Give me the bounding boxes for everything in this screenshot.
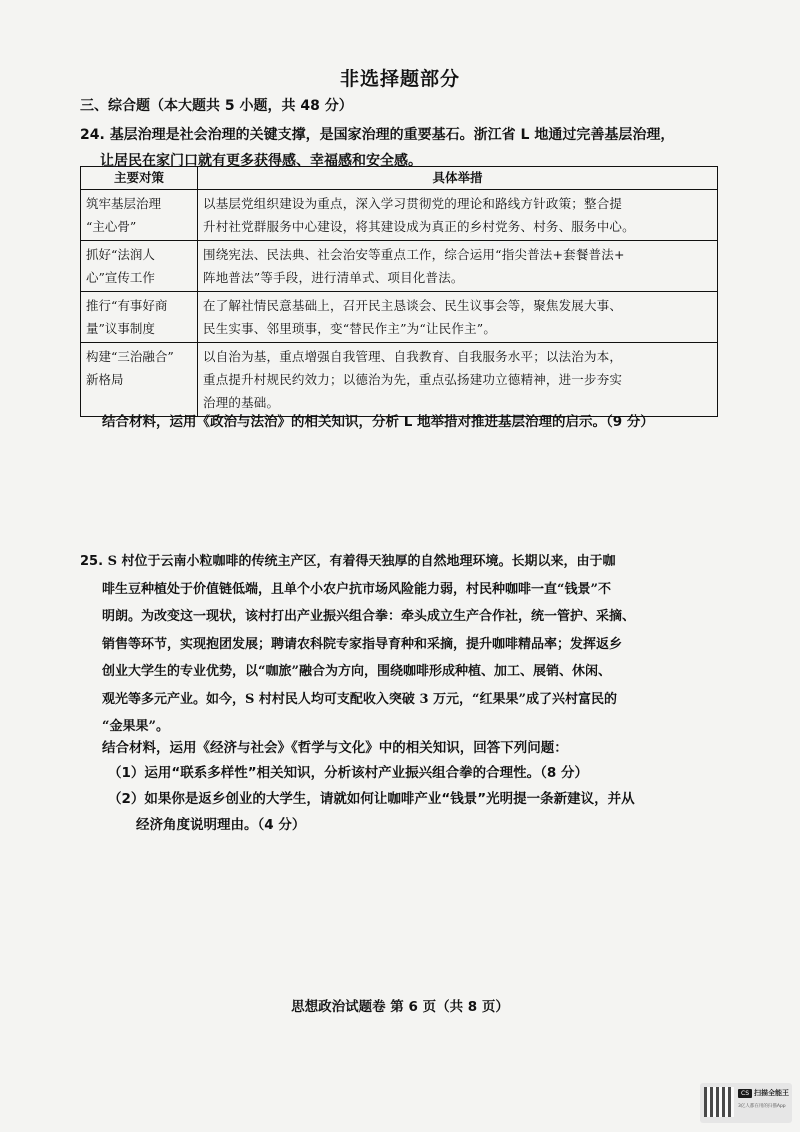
policy-cell — [81, 190, 198, 241]
policy-text: “主心骨” — [86, 219, 137, 234]
policy-cell — [81, 343, 198, 417]
measure-text: 重点提升村规民约效力；以德治为先，重点弘扬建功立德精神，进一步夯实 — [203, 372, 623, 387]
table-row — [81, 190, 718, 241]
policy-text: 心”宣传工作 — [86, 270, 155, 285]
scanner-logo: CS — [738, 1089, 752, 1098]
policy-cell — [81, 292, 198, 343]
sub-question-1: （1）运用“联系多样性”相关知识，分析该村产业振兴组合拳的合理性。（8 分） — [108, 765, 588, 781]
stem-line: 基层治理是社会治理的关键支撑，是国家治理的重要基石。浙江省 L 地通过完善基层治理， — [109, 127, 675, 143]
measure-text: 治理的基础。 — [203, 395, 280, 410]
measure-text: 以自治为基，重点增强自我管理、自我教育、自我服务水平；以法治为本， — [203, 349, 623, 364]
question-number: 25. — [80, 554, 104, 569]
question-25-stem — [80, 548, 720, 741]
measure-text: 围绕宪法、民法典、社会治安等重点工作，综合运用“指尖普法+套餐普法+ — [203, 247, 625, 262]
sub-question-2 — [108, 786, 720, 838]
stem-line: 创业大学生的专业优势，以“咖旅”融合为方向，围绕咖啡形成种植、加工、展销、休闲、 — [102, 664, 611, 679]
measure-text: 在了解社情民意基础上，召开民主恳谈会、民生议事会等，聚焦发展大事、 — [203, 298, 623, 313]
measure-cell — [198, 241, 718, 292]
question-24-prompt: 结合材料，运用《政治与法治》的相关知识，分析 L 地举措对推进基层治理的启示。（9 分） — [102, 414, 654, 430]
policy-cell — [81, 241, 198, 292]
policy-text: 筑牢基层治理 — [86, 196, 162, 211]
section-header: 三、综合题（本大题共 5 小题，共 48 分） — [80, 98, 353, 114]
measure-cell — [198, 292, 718, 343]
policy-text: 新格局 — [86, 372, 124, 387]
scanner-watermark — [700, 1083, 792, 1123]
qr-code-icon — [704, 1087, 734, 1117]
measures-table — [80, 166, 718, 417]
measure-cell — [198, 190, 718, 241]
table-row — [81, 241, 718, 292]
policy-text: 抓好“法润人 — [86, 247, 155, 262]
policy-text: 构建“三治融合” — [86, 349, 174, 364]
question-number: 24. — [80, 127, 105, 143]
policy-text: 推行“有事好商 — [86, 298, 168, 313]
stem-line: 销售等环节，实现抱团发展；聘请农科院专家指导育种和采摘，提升咖啡精品率；发挥返乡 — [102, 636, 623, 652]
sub-question-text: （2）如果你是返乡创业的大学生，请就如何让咖啡产业“钱景”光明提一条新建议，并从 — [108, 791, 635, 807]
stem-line: S 村位于云南小粒咖啡的传统主产区，有着得天独厚的自然地理环境。长期以来，由于咖 — [107, 554, 616, 569]
stem-line: 明朗。为改变这一现状，该村打出产业振兴组合拳：牵头成立生产合作社，统一管护、采摘、 — [102, 609, 636, 624]
measure-cell — [198, 343, 718, 417]
stem-line: 观光等多元产业。如今，S 村村民人均可支配收入突破 3 万元，“红果果”成了兴村富民的 — [102, 691, 617, 707]
column-header: 主要对策 — [81, 167, 198, 190]
measure-text: 阵地普法”等手段，进行清单式、项目化普法。 — [203, 270, 464, 285]
column-header: 具体举措 — [198, 167, 718, 190]
scanner-tagline: 3亿人都在用的扫描App — [738, 1104, 786, 1109]
stem-line: 让居民在家门口就有更多获得感、幸福感和安全感。 — [100, 153, 422, 169]
table-header-row — [81, 167, 718, 190]
sub-question-text: 经济角度说明理由。（4 分） — [136, 817, 306, 833]
measure-text: 升村社党群服务中心建设，将其建设成为真正的乡村党务、村务、服务中心。 — [203, 219, 635, 234]
stem-line: “金果果”。 — [102, 719, 169, 734]
table-row — [81, 343, 718, 417]
measure-text: 民生实事、邻里琐事，变“替民作主”为“让民作主”。 — [203, 321, 497, 336]
measure-text: 以基层党组织建设为重点，深入学习贯彻党的理论和路线方针政策；整合提 — [203, 196, 623, 211]
stem-line: 啡生豆种植处于价值链低端，且单个小农户抗市场风险能力弱，村民种咖啡一直“钱景”不 — [102, 581, 611, 597]
question-25-prompt: 结合材料，运用《经济与社会》《哲学与文化》中的相关知识，回答下列问题： — [102, 740, 568, 756]
scanner-app-name: 扫描全能王 — [754, 1089, 789, 1097]
page-title: 非选择题部分 — [339, 68, 460, 90]
policy-text: 量”议事制度 — [86, 321, 155, 336]
table-row — [81, 292, 718, 343]
page-footer: 思想政治试题卷 第 6 页（共 8 页） — [291, 999, 509, 1015]
